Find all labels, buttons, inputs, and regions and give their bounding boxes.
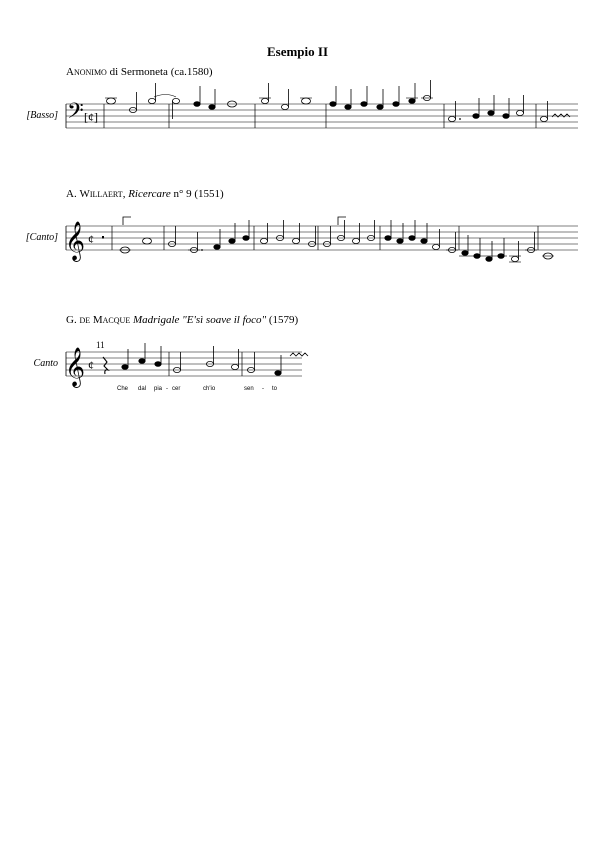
note (275, 371, 281, 376)
example-1-part-label: [Basso] (26, 110, 58, 121)
example-3-caption-rest: (1579) (266, 314, 299, 326)
time-signature: ¢ (88, 232, 94, 246)
example-1-composer: Anonimo (66, 66, 107, 78)
example-3-work: Madrigale "E'sì soave il foco" (132, 314, 267, 326)
example-2-work: Ricercare (128, 188, 171, 200)
notes (103, 343, 308, 375)
measure-number: 11 (96, 340, 105, 350)
note (139, 359, 145, 364)
example-3-initial: G. (66, 314, 80, 326)
bass-clef-icon: 𝄢 (67, 99, 84, 129)
lyric-syllable: sen (244, 386, 254, 392)
example-2-composer: Willaert (79, 188, 123, 200)
lyric-syllable: dal (138, 386, 147, 392)
example-2-sep: , (122, 188, 129, 200)
example-2-caption-rest: n° 9 (1551) (170, 188, 224, 200)
treble-clef-icon: 𝄞 (65, 347, 86, 387)
example-3-staff (0, 0, 595, 400)
note (231, 364, 238, 369)
lyric-hyphen: - (166, 386, 168, 392)
rest-icon (103, 357, 108, 374)
page-title: Esempio II (266, 44, 329, 59)
trill-icon (290, 353, 308, 356)
example-2-part-label: [Canto] (25, 232, 58, 243)
note (155, 362, 161, 367)
lyric-syllable: ch'io (203, 386, 216, 392)
lyric-syllable: pia (154, 386, 163, 392)
example-1-caption-rest: di Sermoneta (ca.1580) (106, 66, 213, 78)
staff-lines (66, 352, 302, 376)
time-signature: [¢] (84, 110, 98, 124)
example-3-part-label: Canto (33, 358, 58, 369)
lyric-syllable: cer (172, 386, 181, 392)
treble-clef-icon: 𝄞 (65, 221, 86, 261)
time-signature: ¢ (88, 358, 94, 372)
example-3-composer: de Macque (79, 314, 131, 326)
example-2-initial: A. (66, 188, 80, 200)
lyric-syllable: to (272, 386, 278, 392)
lyric-hyphen: - (262, 386, 264, 392)
note (122, 365, 128, 370)
lyric-syllable: Che (117, 386, 129, 392)
